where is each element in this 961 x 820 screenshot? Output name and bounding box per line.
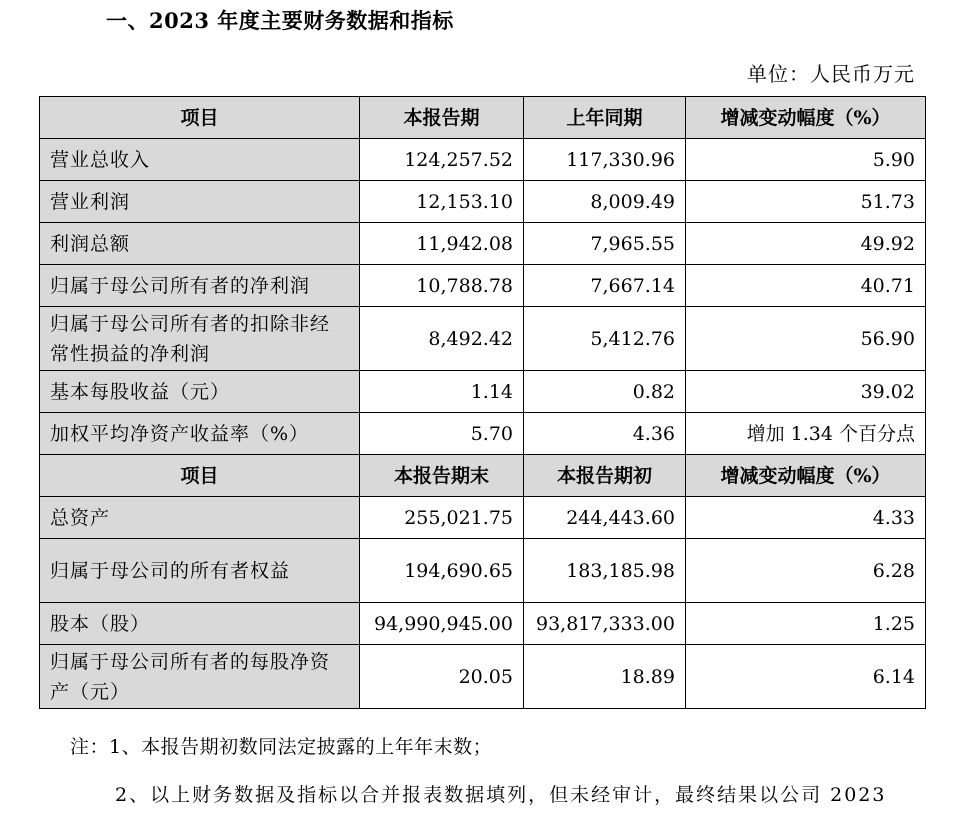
footnote-1: 注：1、本报告期初数同法定披露的上年年末数； <box>70 736 493 758</box>
prior-value: 0.82 <box>524 371 686 413</box>
table-row <box>40 371 926 413</box>
prior-value: 244,443.60 <box>524 497 686 539</box>
change-value: 40.71 <box>686 265 926 307</box>
header-cell: 增减变动幅度（%） <box>686 455 926 497</box>
current-value: 1.14 <box>360 371 524 413</box>
table-row <box>40 307 926 371</box>
row-label: 营业总收入 <box>40 139 360 181</box>
current-value: 94,990,945.00 <box>360 603 524 645</box>
change-value: 51.73 <box>686 181 926 223</box>
table-header-row <box>40 97 926 139</box>
table-row <box>40 539 926 603</box>
financial-table <box>39 96 926 709</box>
prior-value: 8,009.49 <box>524 181 686 223</box>
row-label: 归属于母公司所有者的扣除非经常性损益的净利润 <box>40 307 360 371</box>
table-row <box>40 223 926 265</box>
current-value: 255,021.75 <box>360 497 524 539</box>
row-label: 归属于母公司所有者的净利润 <box>40 265 360 307</box>
prior-value: 7,667.14 <box>524 265 686 307</box>
current-value: 8,492.42 <box>360 307 524 371</box>
header-cell: 本报告期末 <box>360 455 524 497</box>
table-row <box>40 413 926 455</box>
unit-label: 单位：人民币万元 <box>747 62 915 86</box>
row-label: 营业利润 <box>40 181 360 223</box>
row-label: 总资产 <box>40 497 360 539</box>
current-value: 12,153.10 <box>360 181 524 223</box>
table-row <box>40 497 926 539</box>
change-value: 49.92 <box>686 223 926 265</box>
change-value: 6.28 <box>686 539 926 603</box>
header-cell: 本报告期 <box>360 97 524 139</box>
table-row <box>40 265 926 307</box>
row-label: 归属于母公司所有者的每股净资产（元） <box>40 645 360 709</box>
header-cell: 本报告期初 <box>524 455 686 497</box>
table-row <box>40 603 926 645</box>
change-value: 增加 1.34 个百分点 <box>686 413 926 455</box>
current-value: 10,788.78 <box>360 265 524 307</box>
prior-value: 117,330.96 <box>524 139 686 181</box>
header-cell: 项目 <box>40 97 360 139</box>
prior-value: 18.89 <box>524 645 686 709</box>
row-label: 加权平均净资产收益率（%） <box>40 413 360 455</box>
row-label: 归属于母公司的所有者权益 <box>40 539 360 603</box>
header-cell: 项目 <box>40 455 360 497</box>
current-value: 5.70 <box>360 413 524 455</box>
change-value: 56.90 <box>686 307 926 371</box>
current-value: 20.05 <box>360 645 524 709</box>
current-value: 11,942.08 <box>360 223 524 265</box>
change-value: 39.02 <box>686 371 926 413</box>
section-heading: 一、2023 年度主要财务数据和指标 <box>106 8 454 33</box>
table-header-row <box>40 455 926 497</box>
current-value: 194,690.65 <box>360 539 524 603</box>
change-value: 4.33 <box>686 497 926 539</box>
prior-value: 183,185.98 <box>524 539 686 603</box>
row-label: 基本每股收益（元） <box>40 371 360 413</box>
header-cell: 上年同期 <box>524 97 686 139</box>
current-value: 124,257.52 <box>360 139 524 181</box>
table-row <box>40 139 926 181</box>
row-label: 利润总额 <box>40 223 360 265</box>
table-row <box>40 645 926 709</box>
prior-value: 4.36 <box>524 413 686 455</box>
prior-value: 93,817,333.00 <box>524 603 686 645</box>
table-row <box>40 181 926 223</box>
change-value: 6.14 <box>686 645 926 709</box>
footnote-2: 2、以上财务数据及指标以合并报表数据填列，但未经审计，最终结果以公司 2023 <box>115 784 887 806</box>
change-value: 5.90 <box>686 139 926 181</box>
header-cell: 增减变动幅度（%） <box>686 97 926 139</box>
row-label: 股本（股） <box>40 603 360 645</box>
change-value: 1.25 <box>686 603 926 645</box>
prior-value: 7,965.55 <box>524 223 686 265</box>
prior-value: 5,412.76 <box>524 307 686 371</box>
